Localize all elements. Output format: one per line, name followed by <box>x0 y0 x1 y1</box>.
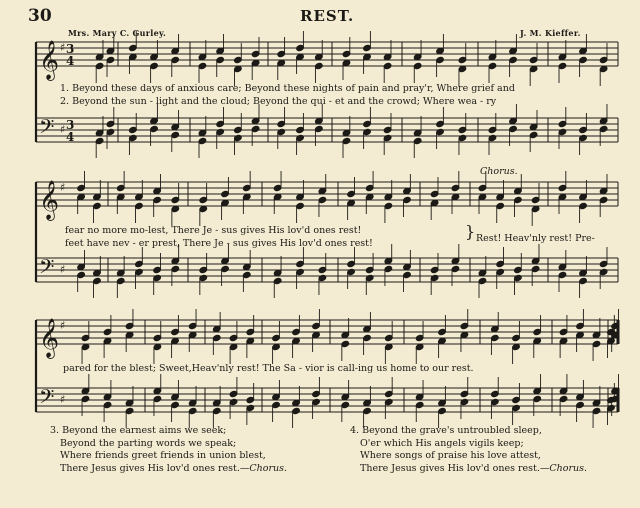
stanza-4-chorus-ref: —Chorus. <box>539 462 588 474</box>
hymn-title: REST. <box>300 7 355 25</box>
clef-symbol: ♯ <box>60 181 66 194</box>
chorus-lyric: Rest! Heav'nly rest! Pre- <box>476 233 595 244</box>
stanza-4-line: Where songs of praise his love attest, <box>360 450 541 461</box>
clef-symbol: ♯ <box>60 123 66 136</box>
clef-symbol: ♯ <box>60 393 66 406</box>
clef-symbol: 𝄞 <box>39 318 60 358</box>
page-number: 30 <box>28 6 52 26</box>
stanza-3-chorus-ref: —Chorus. <box>239 462 288 474</box>
clef-symbol: 𝄞 <box>39 180 60 220</box>
chorus-lyric-line2: pared for the blest; Sweet,Heav'nly rest! The Sa - vior is call-ing us home to our rest. <box>63 363 474 374</box>
chorus-label: Chorus. <box>480 166 518 177</box>
clef-symbol: 𝄢 <box>39 255 55 283</box>
stanza-3-line: 3. Beyond the earnest aims we seek; <box>50 425 227 436</box>
time-signature: 3 <box>66 118 75 132</box>
stanza-3-line: Beyond the parting words we speak; <box>60 437 237 449</box>
clef-symbol: 𝄞 <box>39 40 60 80</box>
verse1-lyric-line2: fear no more mo-lest, There Je - sus gives His lov'd ones rest! <box>65 225 362 236</box>
verse-brace: } <box>465 222 476 241</box>
stanza-4-line: O'er which His angels vigils keep; <box>360 437 524 449</box>
composer-credit: J. M. Kieffer. <box>520 28 581 38</box>
stanza-3-line: There Jesus gives His lov'd ones rest. <box>60 462 240 474</box>
clef-symbol: ♯ <box>60 319 66 332</box>
time-signature: 4 <box>66 54 75 68</box>
author-credit: Mrs. Mary C. Gurley. <box>68 28 167 38</box>
clef-symbol: ♯ <box>60 41 66 54</box>
stanza-4-line: 4. Beyond the grave's untroubled sleep, <box>350 425 542 436</box>
stanza-4-line: There Jesus gives His lov'd ones rest. <box>360 462 540 474</box>
stanza-4 <box>350 425 587 475</box>
time-signature: 3 <box>66 42 75 56</box>
verse2-lyric: 2. Beyond the sun - light and the cloud; Beyond the qui - et and the crowd; Where wea - ry <box>60 96 497 107</box>
stanza-3 <box>50 425 287 475</box>
stanza-3-line: Where friends greet friends in union blest, <box>60 450 266 461</box>
time-signature: 4 <box>66 130 75 144</box>
verse2-lyric-line2: feet have nev - er prest, There Je - sus gives His lov'd ones rest! <box>65 238 373 249</box>
clef-symbol: 𝄢 <box>39 385 55 413</box>
clef-symbol: 𝄢 <box>39 115 55 143</box>
verse1-lyric: 1. Beyond these days of anxious care; Beyond these nights of pain and pray'r, Where grief and <box>60 83 515 94</box>
clef-symbol: ♯ <box>60 263 66 276</box>
